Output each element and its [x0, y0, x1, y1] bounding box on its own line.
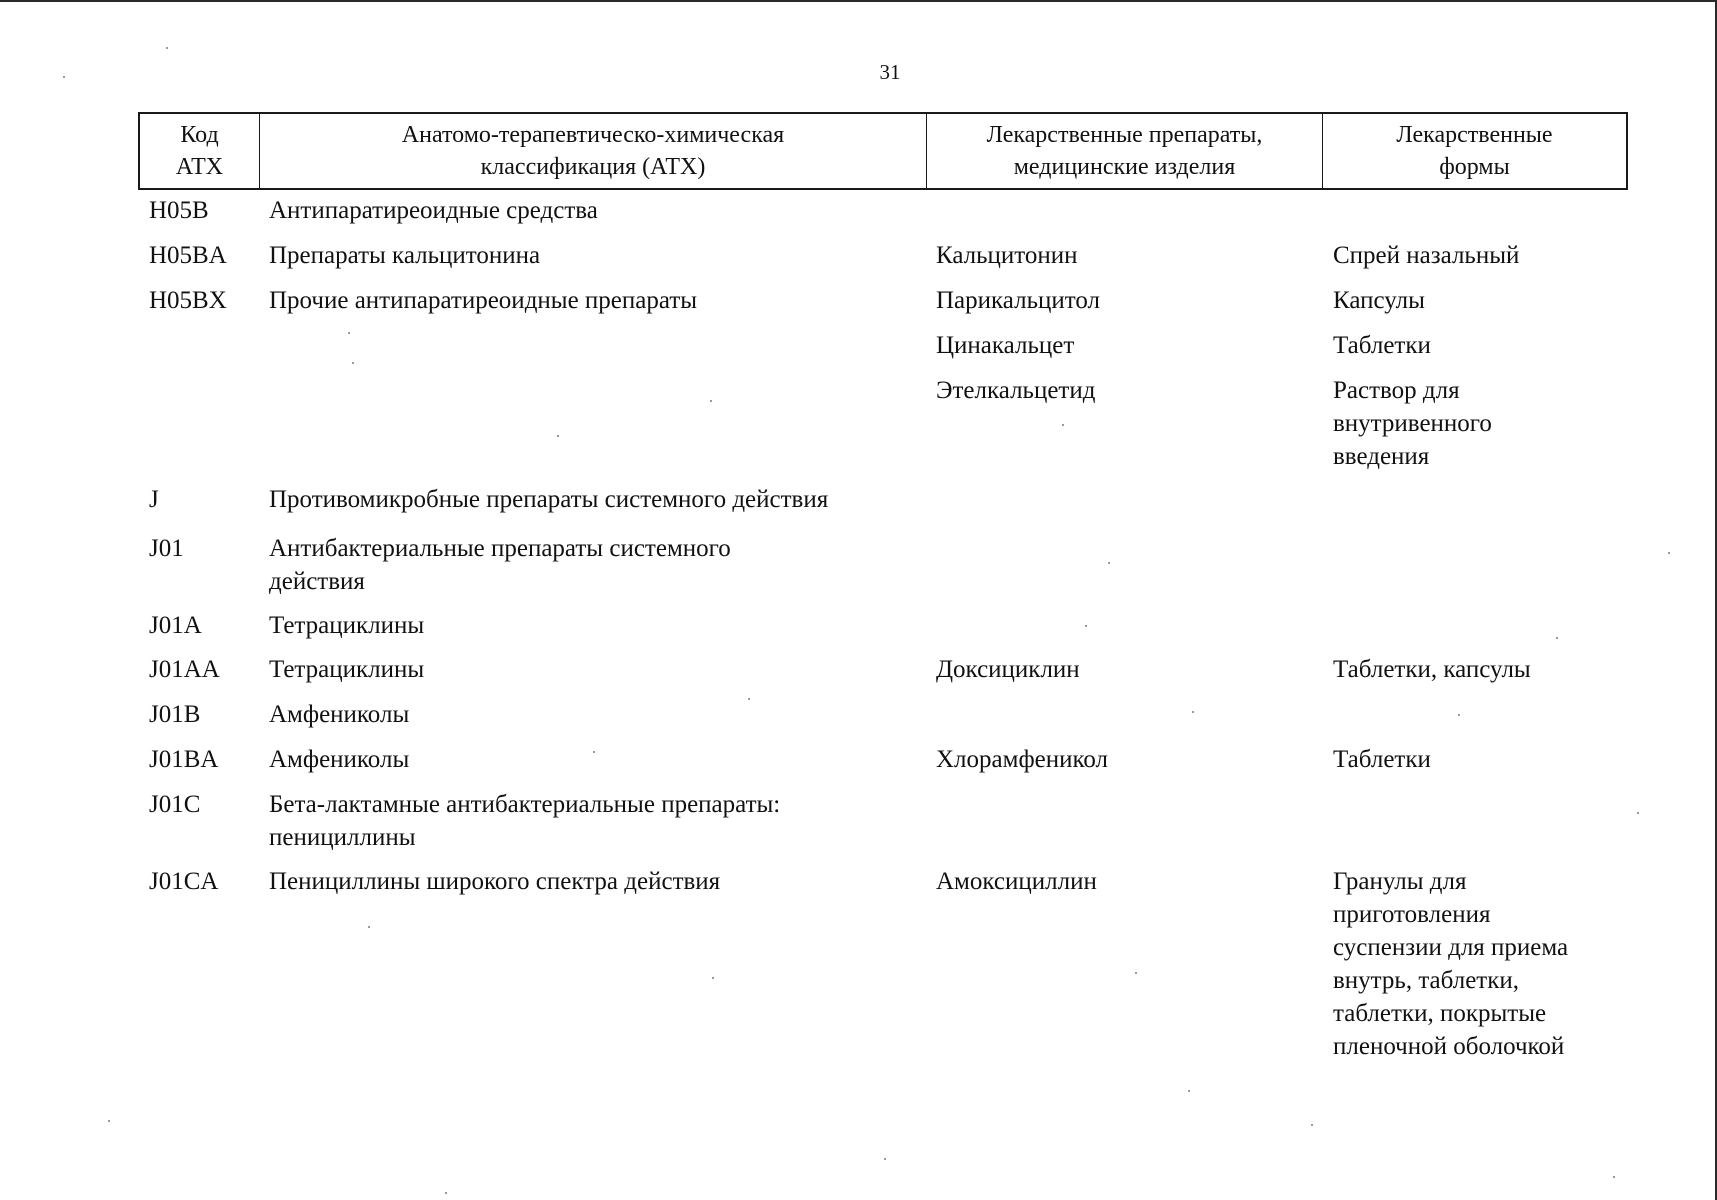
row-drug: Этелкальцетид	[936, 377, 1096, 404]
scan-speck	[166, 47, 168, 49]
row-atx-name: Антипаратиреоидные средства	[269, 197, 598, 224]
scan-speck	[63, 76, 65, 78]
header-atx-classification-label: Анатомо-терапевтическо-химическая классификация (АТХ)	[401, 122, 785, 180]
scan-speck	[748, 698, 750, 700]
scan-speck	[1637, 812, 1639, 814]
row-code: J01AA	[149, 656, 220, 683]
row-atx-name: Тетрациклины	[269, 612, 425, 639]
row-form: Таблетки, капсулы	[1333, 656, 1531, 683]
header-code-atx-label: Код АТХ	[175, 122, 224, 180]
row-atx-name: Пенициллины широкого спектра действия	[269, 868, 721, 895]
row-code: J	[149, 486, 159, 513]
row-form: Таблетки	[1333, 332, 1431, 359]
row-drug: Парикальцитол	[936, 287, 1100, 314]
scan-speck	[1085, 625, 1087, 627]
scan-speck	[710, 400, 712, 402]
header-medicines-label: Лекарственные препараты, медицинские изделия	[986, 122, 1263, 180]
scan-speck	[1135, 972, 1137, 974]
row-atx-name: Бета-лактамные антибактериальные препараты: пенициллины	[269, 791, 781, 851]
row-form: Таблетки	[1333, 746, 1431, 773]
row-atx-name: Амфениколы	[269, 746, 410, 773]
row-code: H05B	[149, 197, 209, 224]
header-code-atx	[140, 114, 260, 188]
row-atx-name: Прочие антипаратиреоидные препараты	[269, 287, 698, 314]
row-code: H05BA	[149, 242, 227, 269]
row-code: J01B	[149, 701, 201, 728]
header-dosage-forms-label: Лекарственные формы	[1396, 122, 1553, 180]
scan-speck	[1613, 1176, 1615, 1178]
row-code: J01	[149, 535, 184, 562]
scan-speck	[884, 1158, 886, 1160]
header-dosage-forms	[1323, 114, 1626, 188]
scan-speck	[557, 435, 559, 437]
scan-speck	[593, 751, 595, 753]
scan-speck	[1458, 714, 1460, 716]
page-number: 31	[879, 60, 901, 84]
table-header	[138, 112, 1628, 190]
scan-speck	[1062, 424, 1064, 426]
scan-speck	[352, 362, 354, 364]
row-atx-name: Антибактериальные препараты системного действия	[269, 535, 731, 595]
scan-speck	[1188, 1090, 1190, 1092]
row-drug: Хлорамфеникол	[936, 746, 1109, 773]
row-form: Раствор для внутривенного введения	[1333, 377, 1492, 470]
row-drug: Кальцитонин	[936, 242, 1078, 269]
row-code: J01CA	[149, 868, 219, 895]
row-atx-name: Препараты кальцитонина	[269, 242, 541, 269]
scan-edge-top	[0, 0, 1717, 2]
scan-speck	[1192, 711, 1194, 713]
scan-speck	[1668, 552, 1670, 554]
scan-speck	[1556, 637, 1558, 639]
row-atx-name: Тетрациклины	[269, 656, 425, 683]
scan-speck	[1108, 562, 1110, 564]
row-atx-name: Противомикробные препараты системного действия	[269, 486, 829, 513]
row-drug: Доксициклин	[936, 656, 1080, 683]
row-drug: Амоксициллин	[936, 868, 1097, 895]
scan-speck	[348, 332, 350, 334]
row-drug: Цинакальцет	[936, 332, 1075, 359]
scan-speck	[368, 926, 370, 928]
row-code: J01A	[149, 612, 202, 639]
scan-speck	[445, 1192, 447, 1194]
row-code: J01BA	[149, 746, 219, 773]
header-atx-classification	[260, 114, 927, 188]
scan-speck	[712, 977, 714, 979]
scan-speck	[1311, 1124, 1313, 1126]
header-medicines	[927, 114, 1323, 188]
row-form: Капсулы	[1333, 287, 1425, 314]
scan-speck	[108, 1120, 110, 1122]
row-form: Спрей назальный	[1333, 242, 1520, 269]
row-form: Гранулы для приготовления суспензии для приема внутрь, таблетки, таблетки, покрытые пленочной оболочкой	[1333, 868, 1569, 1060]
row-atx-name: Амфениколы	[269, 701, 410, 728]
row-code: H05BX	[149, 287, 227, 314]
row-code: J01C	[149, 791, 201, 818]
